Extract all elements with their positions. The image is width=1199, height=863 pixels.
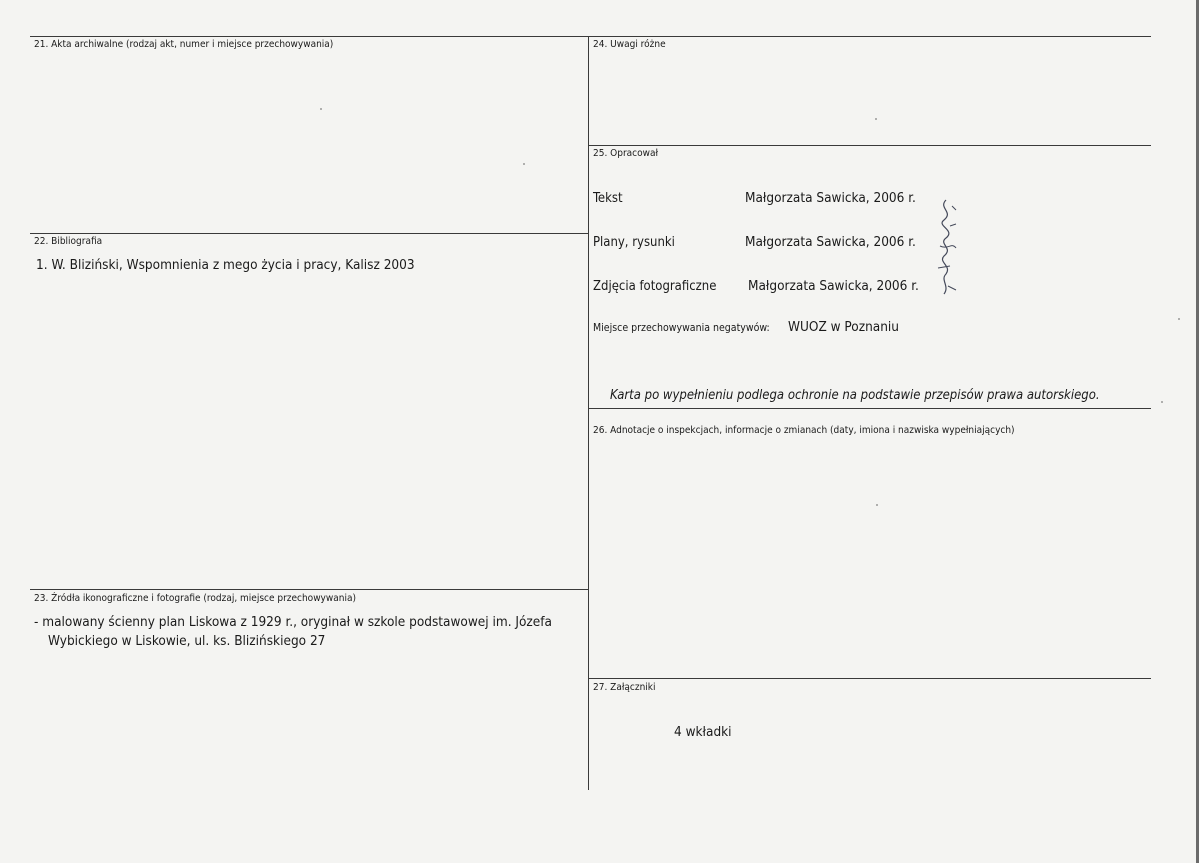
row-photos-value: Małgorzata Sawicka, 2006 r. (748, 278, 919, 294)
row-text-value: Małgorzata Sawicka, 2006 r. (745, 190, 916, 206)
section-26-label: 26. Adnotacje o inspekcjach, informacje o zmianach (daty, imiona i nazwiska wypełniających) (593, 425, 1015, 436)
section-21-label: 21. Akta archiwalne (rodzaj akt, numer i miejsce przechowywania) (34, 39, 334, 50)
section-27-label: 27. Załączniki (593, 682, 656, 693)
top-rule (30, 36, 1151, 37)
row-plans-value: Małgorzata Sawicka, 2006 r. (745, 234, 916, 250)
section-22-label: 22. Bibliografia (34, 236, 103, 247)
section-23-label: 23. Źródła ikonograficzne i fotografie (rodzaj, miejsce przechowywania) (34, 593, 356, 604)
iconography-line-2: Wybickiego w Liskowie, ul. ks. Blizińskiego 27 (48, 633, 326, 649)
scan-speck (523, 163, 525, 165)
scan-speck (876, 504, 878, 506)
negatives-value: WUOZ w Poznaniu (788, 319, 899, 335)
center-divider (588, 36, 589, 790)
negatives-label: Miejsce przechowywania negatywów: (593, 322, 770, 334)
rule-26 (588, 408, 1151, 409)
row-photos-label: Zdjęcia fotograficzne (593, 279, 717, 294)
rule-27 (588, 678, 1151, 679)
scan-speck (320, 108, 322, 110)
section-24-label: 24. Uwagi różne (593, 39, 666, 50)
rule-22 (30, 233, 588, 234)
row-plans-label: Plany, rysunki (593, 235, 675, 250)
rule-25 (588, 145, 1151, 146)
copyright-notice: Karta po wypełnieniu podlega ochronie na podstawie przepisów prawa autorskiego. (610, 388, 1100, 403)
scan-speck (875, 118, 877, 120)
section-25-label: 25. Opracował (593, 148, 659, 159)
rule-23 (30, 589, 588, 590)
attachments-value: 4 wkładki (674, 724, 732, 740)
row-text-label: Tekst (593, 191, 623, 206)
handwritten-signature (926, 196, 966, 302)
scan-speck (1161, 401, 1163, 403)
scan-speck (1178, 318, 1180, 320)
bibliography-item: 1. W. Bliziński, Wspomnienia z mego życia i pracy, Kalisz 2003 (36, 257, 415, 273)
iconography-line-1: - malowany ścienny plan Liskowa z 1929 r., oryginał w szkole podstawowej im. Józefa (34, 614, 552, 630)
